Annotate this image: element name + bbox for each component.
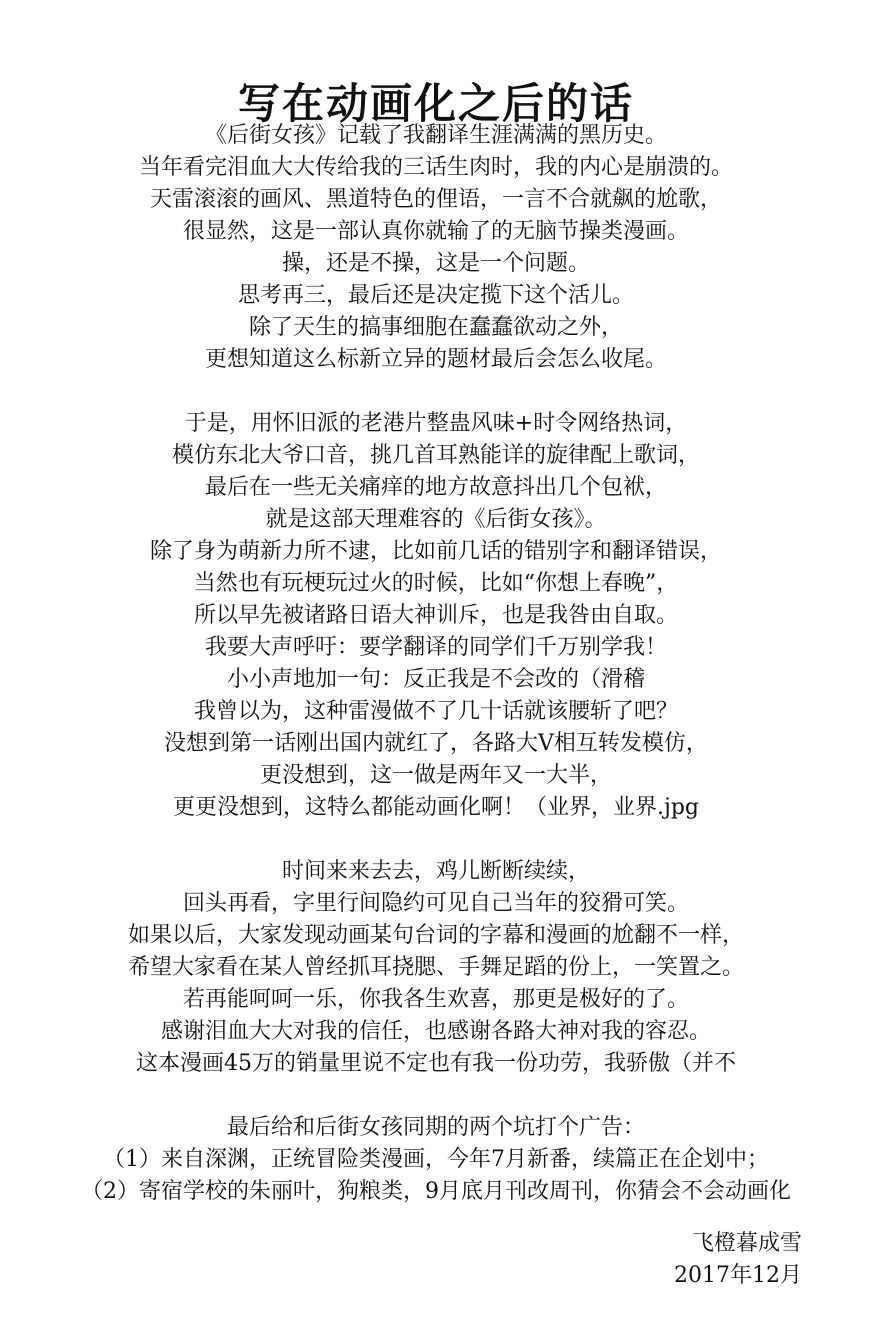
- signature-block: [674, 1228, 802, 1292]
- text-line: 最后在一些无关痛痒的地方故意抖出几个包袱，: [204, 475, 667, 500]
- text-line: 如果以后，大家发现动画某句台词的字幕和漫画的尬翻不一样，: [127, 923, 744, 948]
- text-line: 于是，用怀旧派的老港片整蛊风味+时令网络热词，: [184, 411, 688, 436]
- text-line: 我要大声呼吁：要学翻译的同学们千万别学我！: [204, 635, 667, 660]
- text-line: 最后给和后街女孩同期的两个坑打个广告：: [226, 1115, 645, 1140]
- text-line: 很显然，这是一部认真你就输了的无脑节操类漫画。: [182, 219, 689, 244]
- text-line: 思考再三，最后还是决定揽下这个活儿。: [237, 283, 634, 308]
- text-line: 这本漫画45万的销量里说不定也有我一份功劳，我骄傲（并不: [136, 1051, 736, 1076]
- text-line: 更更没想到，这特么都能动画化啊！（业界，业界.jpg: [173, 795, 699, 820]
- text-line: （1）来自深渊，正统冒险类漫画，今年7月新番，续篇正在企划中；: [103, 1147, 769, 1172]
- text-line: 当然也有玩梗玩过火的时候，比如“你想上春晚”，: [193, 571, 679, 596]
- text-line: 感谢泪血大大对我的信任，也感谢各路大神对我的容忍。: [160, 1019, 711, 1044]
- text-line: 模仿东北大爷口音，挑几首耳熟能详的旋律配上歌词，: [171, 443, 700, 468]
- paragraph: [0, 408, 872, 824]
- text-line: 时间来来去去，鸡儿断断续续，: [281, 859, 590, 884]
- text-line: 就是这部天理难容的《后街女孩》。: [265, 507, 607, 532]
- page-title: 写在动画化之后的话: [237, 79, 634, 129]
- text-line: 当年看完泪血大大传给我的三话生肉时，我的内心是崩溃的。: [138, 155, 733, 180]
- text-line: 所以早先被诸路日语大神训斥，也是我咎由自取。: [193, 603, 678, 628]
- text-line: 更没想到，这一做是两年又一大半，: [259, 763, 612, 788]
- text-line: 除了天生的搞事细胞在蠢蠢欲动之外，: [248, 315, 623, 340]
- paragraph: [0, 1112, 872, 1208]
- paragraph: [0, 120, 872, 376]
- text-line: 操，还是不操，这是一个问题。: [281, 251, 590, 276]
- signature-date: 2017年12月: [674, 1263, 802, 1288]
- text-line: 希望大家看在某人曾经抓耳挠腮、手舞足蹈的份上，一笑置之。: [127, 955, 744, 980]
- text-line: 我曾以为，这种雷漫做不了几十话就该腰斩了吧？: [193, 699, 678, 724]
- text-line: 小小声地加一句：反正我是不会改的（滑稽: [226, 667, 645, 692]
- author-name: 飞橙暮成雪: [691, 1231, 802, 1256]
- text-line: 回头再看，字里行间隐约可见自己当年的狡猾可笑。: [182, 891, 689, 916]
- text-line: 《后街女孩》记载了我翻译生涯满满的黑历史。: [204, 123, 667, 148]
- text-line: 更想知道这么标新立异的题材最后会怎么收尾。: [204, 347, 667, 372]
- text-line: 若再能呵呵一乐，你我各生欢喜，那更是极好的了。: [182, 987, 689, 1012]
- afterword-body: [0, 120, 872, 1208]
- text-line: 除了身为萌新力所不逮，比如前几话的错别字和翻译错误，: [149, 539, 722, 564]
- text-line: （2）寄宿学校的朱丽叶，狗粮类，9月底月刊改周刊，你猜会不会动画化: [81, 1179, 791, 1204]
- text-line: 天雷滚滚的画风、黑道特色的俚语，一言不合就飙的尬歌，: [149, 187, 722, 212]
- paragraph: [0, 856, 872, 1080]
- text-line: 没想到第一话刚出国内就红了，各路大V相互转发模仿，: [164, 731, 708, 756]
